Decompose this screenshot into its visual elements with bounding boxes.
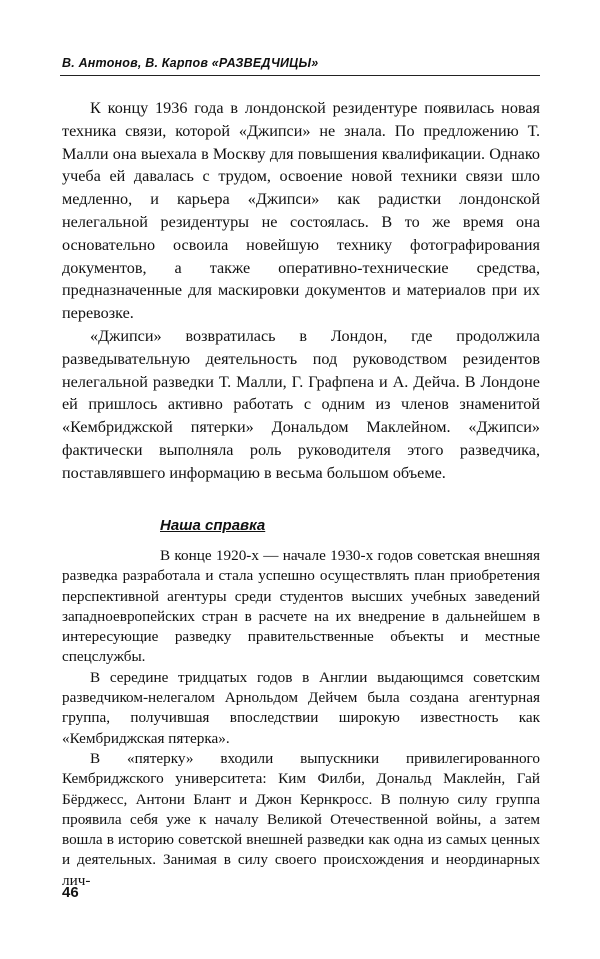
- reference-text: [62, 546, 540, 891]
- reference-paragraph: В середине тридцатых годов в Англии выдающимся советским разведчиком-нелегалом Арнольдом Дейчем была создана агентурная группа, получившая впоследствии широкую известность как «Кембриджская пятерка».: [62, 668, 540, 747]
- reference-paragraph: В «пятерку» входили выпускники привилегированного Кембриджского университета: Ким Филби, Дональд Маклейн, Гай Бёрджесс, Антони Блант и Джон Кернкросс. В полную силу группа проявила себя уже к началу Великой Отечественной войны, а затем вошла в историю советской внешней разведки как одна из самых ценных и деятельных. Занимая в силу своего происхождения и неординарных лич-: [62, 749, 540, 889]
- main-text: [62, 97, 540, 485]
- running-head: В. Антонов, В. Карпов «РАЗВЕДЧИЦЫ»: [62, 56, 319, 70]
- main-paragraph: К концу 1936 года в лондонской резидентуре появилась новая техника связи, которой «Джипси» не знала. По предложению Т. Малли она выехала в Москву для повышения квалификации. Однако учеба ей давалась с трудом, освоение новой техники связи шло медленно, и карьера «Джипси» как радистки лондонской нелегальной резидентуры не состоялась. В то же время она основательно освоила новейшую технику фотографирования документов, а также оперативно-технические средства, предназначенные для маскировки документов и материалов при их перевозке.: [62, 99, 540, 323]
- main-paragraph: «Джипси» возвратилась в Лондон, где продолжила разведывательную деятельность под руководством резидентов нелегальной разведки Т. Малли, Г. Графпена и А. Дейча. В Лондоне ей пришлось активно работать с одним из членов знаменитой «Кембриджской пятерки» Дональдом Маклейном. «Джипси» фактически выполняла роль руководителя этого разведчика, поставлявшего информацию в весьма большом объеме.: [62, 326, 540, 482]
- header-rule: [60, 75, 540, 76]
- page-number: 46: [62, 884, 79, 901]
- reference-heading: Наша справка: [160, 517, 266, 534]
- reference-paragraph: В конце 1920-х — начале 1930-х годов советская внешняя разведка разработала и стала успешно осуществлять план приобретения перспективной агентуры среди студентов высших учебных заведений западноевропейских стран в расчете на их внедрение в дальнейшем в интересующие разведку правительственные объекты и местные спецслужбы.: [62, 547, 540, 666]
